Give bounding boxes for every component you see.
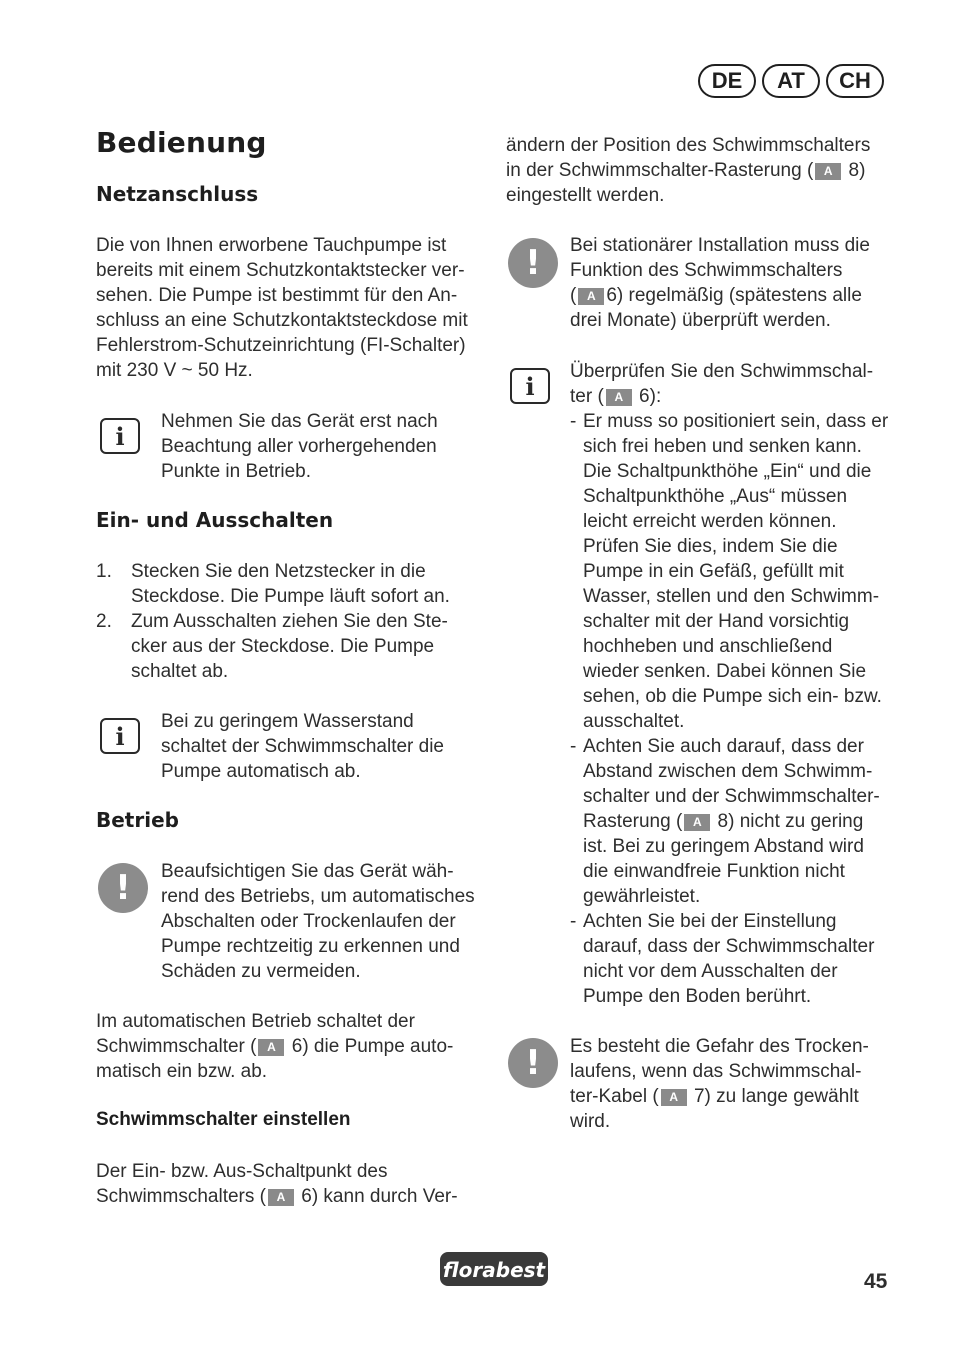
list-item-cont: nicht vor dem Ausschalten der: [583, 961, 838, 982]
text-line: Schäden zu vermeiden.: [161, 961, 361, 982]
heading-schwimmschalter: Schwimmschalter einstellen: [96, 1109, 351, 1130]
figure-badge: A: [258, 1039, 284, 1056]
list-item: - Achten Sie auch darauf, dass der: [570, 736, 864, 757]
steps-list: [96, 559, 450, 684]
warning-icon: !: [98, 863, 148, 913]
figure-badge: A: [661, 1089, 687, 1106]
text-line: Beachtung aller vorhergehenden: [161, 436, 437, 457]
info-icon: i: [100, 418, 140, 454]
text-line: drei Monate) überprüft werden.: [570, 310, 831, 331]
bullet-list: [570, 409, 888, 1009]
list-item-cont: Wasser, stellen und den Schwimm-: [583, 586, 880, 607]
continued-paragraph: [506, 133, 870, 208]
text-line: Fehlerstrom-Schutzeinrichtung (FI-Schalter): [96, 335, 466, 356]
figure-badge: A: [606, 389, 632, 406]
list-item-cont: Die Schaltpunkthöhe „Ein“ und die: [583, 461, 872, 482]
netz-paragraph: [96, 233, 468, 383]
text-line: rend des Betriebs, um automatisches: [161, 886, 475, 907]
list-item-cont: [96, 634, 450, 659]
step-text: Zum Ausschalten ziehen Sie den Ste-: [131, 611, 448, 632]
step-text: Stecken Sie den Netzstecker in die: [131, 561, 426, 582]
list-item-cont: darauf, dass der Schwimmschalter: [583, 936, 875, 957]
text-line: Pumpe rechtzeitig zu erkennen und: [161, 936, 460, 957]
text-line: Bei zu geringem Wasserstand: [161, 711, 414, 732]
country-ch: CH: [826, 64, 884, 98]
list-item: - Er muss so positioniert sein, dass er: [570, 411, 889, 432]
text-line: in der Schwimmschalter-Rasterung ( A 8): [506, 160, 866, 181]
text-line: wird.: [570, 1111, 611, 1132]
text-line: Funktion des Schwimmschalters: [570, 260, 843, 281]
warning-note-2: [570, 233, 870, 333]
warning-icon: !: [508, 1038, 558, 1088]
text-line: Es besteht die Gefahr des Trocken-: [570, 1036, 869, 1057]
brand-logo: [440, 1252, 548, 1286]
figure-badge: A: [684, 814, 710, 831]
step-text: schaltet ab.: [131, 661, 229, 682]
text-line: sehen. Die Pumpe ist bestimmt für den An-: [96, 285, 458, 306]
list-item-cont: die einwandfreie Funktion nicht: [583, 861, 845, 882]
text-line: Überprüfen Sie den Schwimmschal-: [570, 361, 874, 382]
info-note-3: [570, 359, 873, 409]
list-item-cont: sehen, ob die Pumpe sich ein- bzw.: [583, 686, 882, 707]
list-item: - Achten Sie bei der Einstellung: [570, 911, 837, 932]
heading-betrieb: Betrieb: [96, 808, 179, 832]
text-line: laufens, wenn das Schwimmschal-: [570, 1061, 862, 1082]
page-title: Bedienung: [96, 126, 267, 159]
list-item-cont: sich frei heben und senken kann.: [583, 436, 862, 457]
text-line: Abschalten oder Trockenlaufen der: [161, 911, 456, 932]
list-item-cont: Schaltpunkthöhe „Aus“ müssen: [583, 486, 848, 507]
info-icon: i: [100, 718, 140, 754]
text-line: Nehmen Sie das Gerät erst nach: [161, 411, 438, 432]
text-line: bereits mit einem Schutzkontaktstecker ver-: [96, 260, 465, 281]
heading-netzanschluss: Netzanschluss: [96, 182, 259, 206]
list-item-cont: schalter und der Schwimmschalter-: [583, 786, 880, 807]
text-line: ter-Kabel ( A 7) zu lange gewählt: [570, 1086, 859, 1107]
text-line: Schwimmschalters ( A 6) kann durch Ver-: [96, 1186, 458, 1207]
list-item-cont: [96, 584, 450, 609]
step-number: 2.: [96, 611, 112, 632]
list-item: [96, 559, 450, 584]
info-icon: i: [510, 368, 550, 404]
text-line: ter ( A 6):: [570, 386, 662, 407]
schwimm-paragraph: [96, 1159, 458, 1209]
list-item-cont: [96, 659, 450, 684]
list-item-cont: Abstand zwischen dem Schwimm-: [583, 761, 873, 782]
list-item-cont: ausschaltet.: [583, 711, 685, 732]
list-item-cont: hochheben und anschließend: [583, 636, 833, 657]
list-item-cont: leicht erreicht werden können.: [583, 511, 837, 532]
list-item-cont: wieder senken. Dabei können Sie: [583, 661, 867, 682]
text-line: Im automatischen Betrieb schaltet der: [96, 1011, 415, 1032]
text-line: mit 230 V ~ 50 Hz.: [96, 360, 253, 381]
step-text: Steckdose. Die Pumpe läuft sofort an.: [131, 586, 450, 607]
country-at: AT: [762, 64, 820, 98]
text-line: schaltet der Schwimmschalter die: [161, 736, 444, 757]
text-line: Bei stationärer Installation muss die: [570, 235, 870, 256]
list-item-cont: Pumpe den Boden berührt.: [583, 986, 812, 1007]
figure-badge: A: [268, 1189, 294, 1206]
country-badges: [692, 64, 892, 98]
text-line: Beaufsichtigen Sie das Gerät wäh-: [161, 861, 454, 882]
warning-note-3: [570, 1034, 869, 1134]
text-line: eingestellt werden.: [506, 185, 665, 206]
warning-note-1: [161, 859, 475, 984]
country-de: DE: [698, 64, 756, 98]
text-line: schluss an eine Schutzkontaktsteckdose mit: [96, 310, 468, 331]
list-item-cont: ist. Bei zu geringem Abstand wird: [583, 836, 864, 857]
info-note-1: [161, 409, 438, 484]
text-line: ( A 6) regelmäßig (spätestens alle: [570, 285, 862, 306]
figure-badge: A: [578, 288, 604, 305]
text-line: Der Ein- bzw. Aus-Schaltpunkt des: [96, 1161, 388, 1182]
text-line: Die von Ihnen erworbene Tauchpumpe ist: [96, 235, 447, 256]
list-item: [96, 609, 450, 634]
list-item-cont: gewährleistet.: [583, 886, 701, 907]
figure-badge: A: [815, 163, 841, 180]
text-line: Schwimmschalter ( A 6) die Pumpe auto-: [96, 1036, 454, 1057]
page-number: 45: [864, 1270, 888, 1293]
heading-ein-ausschalten: Ein- und Ausschalten: [96, 508, 334, 532]
text-line: matisch ein bzw. ab.: [96, 1061, 268, 1082]
step-number: 1.: [96, 561, 112, 582]
auto-paragraph: [96, 1009, 453, 1084]
warning-icon: !: [508, 238, 558, 288]
text-line: Punkte in Betrieb.: [161, 461, 311, 482]
list-item-cont: Prüfen Sie dies, indem Sie die: [583, 536, 838, 557]
list-item-cont: schalter mit der Hand vorsichtig: [583, 611, 850, 632]
text-line: ändern der Position des Schwimmschalters: [506, 135, 871, 156]
text-line: Pumpe automatisch ab.: [161, 761, 361, 782]
brand-logo-text: florabest: [442, 1258, 546, 1282]
list-item-cont: Rasterung ( A 8) nicht zu gering: [583, 811, 864, 832]
info-note-2: [161, 709, 444, 784]
step-text: cker aus der Steckdose. Die Pumpe: [131, 636, 435, 657]
list-item-cont: Pumpe in ein Gefäß, gefüllt mit: [583, 561, 844, 582]
